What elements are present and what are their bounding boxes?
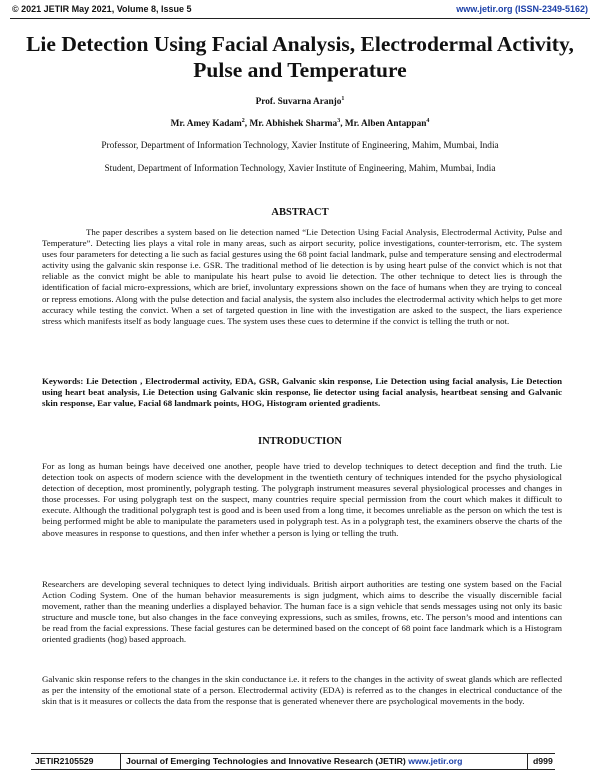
main-author	[20, 97, 580, 107]
footer-divider	[120, 754, 121, 769]
main-author-name: Prof. Suvarna Aranjo	[255, 97, 342, 107]
coauthor-name: Mr. Amey Kadam	[170, 119, 242, 129]
keywords: Keywords: Lie Detection , Electrodermal activity, EDA, GSR, Galvanic skin response, Lie Detection using facial analysis, Lie Detection using heart beat analysis, Lie Detection using Galvanic skin response, lie detector using facial analysis, heartbeat sensing and Galvanic skin response, Ear value, Facial 68 landmark points, HOG, Histogram oriented gradients.	[42, 376, 562, 409]
coauthors	[20, 119, 580, 129]
footer-journal-name: Journal of Emerging Technologies and Innovative Research (JETIR)	[126, 756, 406, 766]
affiliation-professor: Professor, Department of Information Technology, Xavier Institute of Engineering, Mahim, Mumbai, India	[101, 141, 499, 151]
running-header-right: www.jetir.org (ISSN-2349-5162)	[456, 4, 588, 14]
abstract-heading: ABSTRACT	[271, 207, 329, 218]
header-rule	[10, 18, 590, 19]
intro-paragraph-3: Galvanic skin response refers to the changes in the skin conductance i.e. it refers to the changes in the activity of sweat glands which are reflected as per the intensity of the emotional state of a person. Electrodermal activity (EDA) is referred as to the changes in electrical conductance of the skin that is it measures or collects the data from the response that is generated whenever there are psychological movements in the body.	[42, 674, 562, 707]
abstract-text: The paper describes a system based on lie detection named “Lie Detection Using Facial Analysis, Electrodermal Activity, Pulse and Temperature”. Detecting lies plays a vital role in many areas, such as airport security, police investigations, counter-terrorism, etc. The system uses four parameters for detecting a lie such as facial gestures using the 68 point facial landmark, pulse and temperature sensing and electrodermal activity using the galvanic skin response i.e. GSR. The traditional method of lie detection is by using heart pulse of the convict which is not that reliable as the convict might be able to manipulate his heart pulse to avoid lie detection. The other technique to detect lies is through the identification of facial micro-expressions, which are brief, involuntary expressions shown on the face of humans when they are trying to conceal or repress emotions. Along with the pulse detection and facial analysis, the system also includes the electrodermal activity which helps to get more accuracy while testing the convict. When a set of targeted question in line with the investigation are asked to the suspect, the liars experience stress which manifests itself as body language cues. The system uses these cues to determine if the convict is telling the truth or not.	[42, 227, 562, 326]
footer-journal	[126, 756, 462, 766]
intro-paragraph-2: Researchers are developing several techniques to detect lying individuals. British airport authorities are testing one system based on the Facial Action Coding System. One of the human behavior measurements is sign judgment, which aims to describe the visually discernible facial movement, rather than the meaning underlies a displayed behavior. The human face is a sign vehicle that sends messages using not only its basic structure and muscle tone, but also changes in the face conveying expressions, such as smiles, frowns, etc. The person’s mood and intentions can be read from the facial expressions. These facial gestures can be determined based on the concept of 68 point face landmark which is a Histogram oriented gradients (hog) based approach.	[42, 579, 562, 645]
introduction-heading: INTRODUCTION	[257, 436, 342, 447]
main-author-sup: 1	[341, 95, 345, 102]
affiliation-students: Student, Department of Information Technology, Xavier Institute of Engineering, Mahim, Mumbai, India	[104, 164, 496, 174]
page-footer	[31, 753, 555, 770]
footer-url-link[interactable]: www.jetir.org	[408, 756, 463, 766]
footer-page-number: d999	[533, 756, 553, 766]
coauthor-name: Mr. Abhishek Sharma	[249, 119, 338, 129]
footer-article-id: JETIR2105529	[35, 756, 94, 766]
coauthor-separator: ,	[340, 119, 345, 129]
intro-paragraph-1: For as long as human beings have deceived one another, people have tried to develop techniques to detect deception and find the truth. Lie detection took on aspects of modern science with the development in the twentieth century of techniques intended for the psycho physiological detection of deception, most prominently, polygraph testing. The polygraph instrument measures several physiological processes and changes in those processes. For using polygraph test on the suspect, many countries require special permission from the court which makes it difficult to execute. Although the traditional polygraph test is good and is been used from a long time, it becomes unreliable as the person on which the test is being performed might be able to manipulate the parameters used in polygraph test. As in a polygraph test, the examiners observe the charts of the above measures in response to questions, and then infer whether a person is lying or telling the truth.	[42, 461, 562, 538]
coauthor-sup: 4	[426, 117, 430, 124]
running-header-left: © 2021 JETIR May 2021, Volume 8, Issue 5	[12, 4, 192, 14]
coauthor-separator: ,	[244, 119, 250, 129]
coauthor-sup: 2	[241, 117, 245, 124]
paper-title: Lie Detection Using Facial Analysis, Electrodermal Activity, Pulse and Temperature	[26, 32, 574, 82]
footer-divider	[527, 754, 528, 769]
coauthor-sup: 3	[337, 117, 341, 124]
coauthor-name: Mr. Alben Antappan	[344, 119, 427, 129]
